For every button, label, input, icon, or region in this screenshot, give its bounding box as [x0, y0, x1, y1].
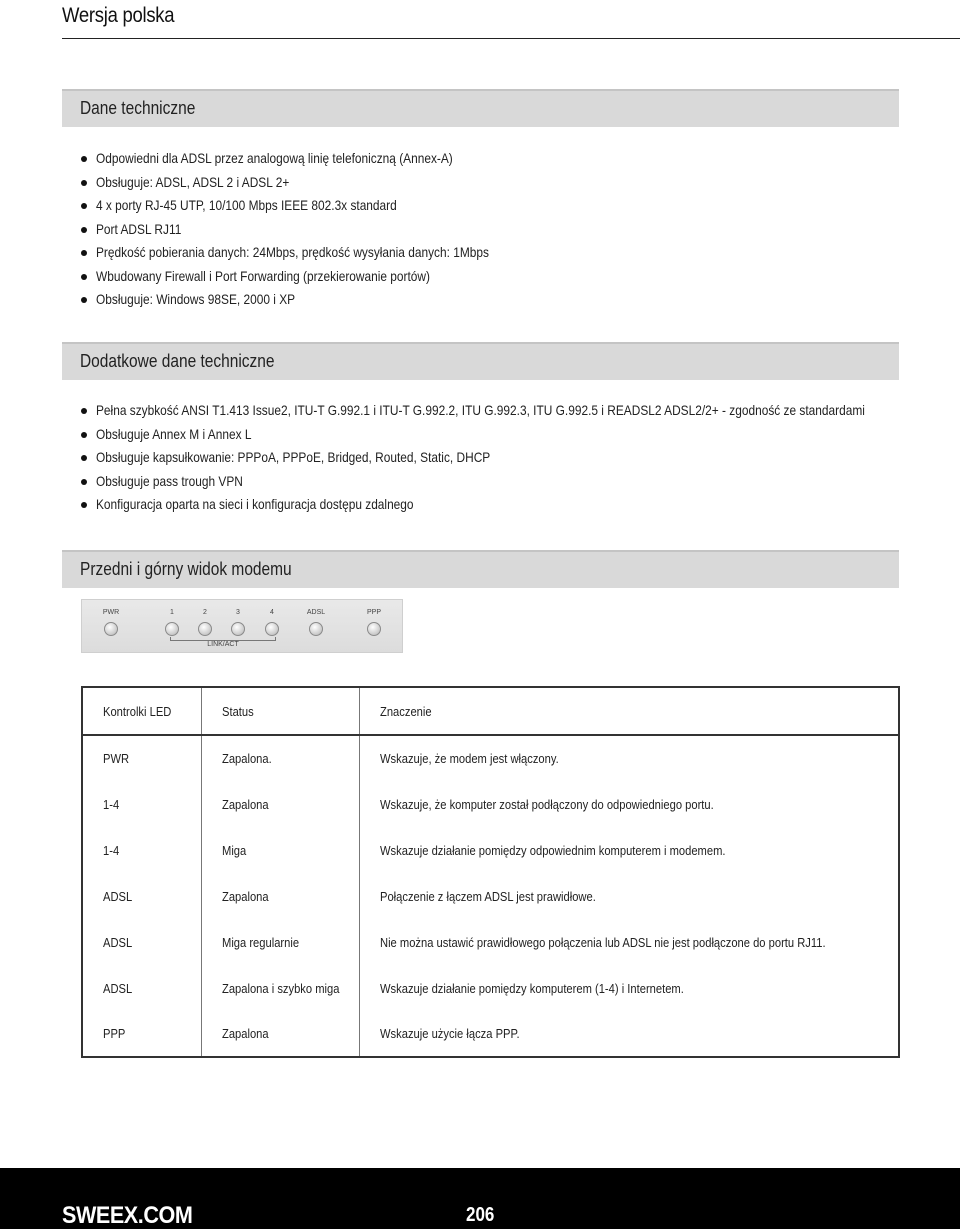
list-item: Odpowiedni dla ADSL przez analogową linię telefoniczną (Annex-A) — [78, 147, 558, 171]
port3-led-icon — [231, 622, 245, 636]
table-cell: Połączenie z łączem ADSL jest prawidłowe. — [359, 873, 899, 919]
list-item: Wbudowany Firewall i Port Forwarding (przekierowanie portów) — [78, 265, 558, 289]
table-cell: Zapalona. — [202, 735, 360, 781]
header-rule — [62, 38, 960, 39]
table-cell: ADSL — [103, 888, 133, 904]
table-cell: ADSL — [103, 934, 133, 950]
table-cell: Wskazuje, że komputer został podłączony do odpowiedniego portu. — [359, 781, 899, 827]
list-item: Prędkość pobierania danych: 24Mbps, prędkość wysyłania danych: 1Mbps — [78, 241, 558, 265]
led-label-3: 3 — [236, 609, 240, 616]
led-label-1: 1 — [170, 609, 174, 616]
list-item: Obsługuje pass trough VPN — [78, 470, 960, 494]
list-item: Obsługuje kapsułkowanie: PPPoA, PPPoE, Bridged, Routed, Static, DHCP — [78, 446, 960, 470]
table-row — [82, 965, 899, 1011]
list-item: Port ADSL RJ11 — [78, 218, 558, 242]
bullet-icon — [81, 432, 87, 438]
section-header-extra — [62, 342, 899, 380]
brand-logo: SWEEX.COM — [62, 1202, 193, 1229]
table-cell: Zapalona — [202, 873, 360, 919]
bullet-icon — [81, 227, 87, 233]
table-row — [82, 781, 899, 827]
table-cell: Miga regularnie — [202, 919, 360, 965]
bullet-icon — [81, 250, 87, 256]
section-title: Dane techniczne — [80, 98, 196, 118]
list-item: Konfiguracja oparta na sieci i konfiguracja dostępu zdalnego — [78, 493, 960, 517]
section-header-view — [62, 550, 899, 588]
column-header: Status — [202, 687, 360, 735]
table-row — [82, 873, 899, 919]
list-item: Obsługuje: ADSL, ADSL 2 i ADSL 2+ — [78, 171, 558, 195]
list-item: Obsługuje: Windows 98SE, 2000 i XP — [78, 288, 558, 312]
bullet-icon — [81, 156, 87, 162]
table-row — [82, 919, 899, 965]
bullet-icon — [81, 479, 87, 485]
column-header: Kontrolki LED — [82, 687, 202, 735]
table-cell: Zapalona — [202, 1011, 360, 1057]
port4-led-icon — [265, 622, 279, 636]
bullet-icon — [81, 297, 87, 303]
list-item: Pełna szybkość ANSI T1.413 Issue2, ITU-T G.992.1 i ITU-T G.992.2, ITU G.992.3, ITU G.992.5 i READSL2 ADSL2/2+ - zgodność ze standardami — [78, 399, 960, 423]
table-row — [82, 1011, 899, 1057]
language-title: Wersja polska — [62, 4, 175, 27]
table-cell: ADSL — [103, 980, 133, 996]
table-cell: Miga — [202, 827, 360, 873]
list-item: Obsługuje Annex M i Annex L — [78, 423, 960, 447]
table-cell: Wskazuje użycie łącza PPP. — [359, 1011, 899, 1057]
table-cell: Wskazuje działanie pomiędzy odpowiednim komputerem i modemem. — [359, 827, 899, 873]
table-cell: 1-4 — [103, 842, 120, 858]
table-cell: Zapalona — [202, 781, 360, 827]
link-act-label: LINK/ACT — [207, 641, 239, 648]
modem-front-panel — [81, 599, 403, 653]
section-header-tech — [62, 89, 899, 127]
led-label-2: 2 — [203, 609, 207, 616]
table-cell: PPP — [103, 1026, 126, 1041]
table-row — [82, 827, 899, 873]
adsl-led-icon — [309, 622, 323, 636]
table-header-row — [82, 687, 899, 735]
column-header: Znaczenie — [359, 687, 899, 735]
table-cell: Wskazuje, że modem jest włączony. — [359, 735, 899, 781]
led-label-ppp: PPP — [366, 609, 382, 616]
port1-led-icon — [165, 622, 179, 636]
section-title: Dodatkowe dane techniczne — [80, 351, 275, 371]
list-item: 4 x porty RJ-45 UTP, 10/100 Mbps IEEE 802.3x standard — [78, 194, 558, 218]
section-title: Przedni i górny widok modemu — [80, 559, 292, 579]
table-cell: PWR — [103, 751, 130, 766]
tech-spec-list — [78, 147, 558, 312]
page-number: 206 — [466, 1204, 495, 1226]
table-cell: Zapalona i szybko miga — [202, 965, 360, 1011]
pwr-led-icon — [104, 622, 118, 636]
led-label-pwr: PWR — [102, 609, 120, 616]
bullet-icon — [81, 203, 87, 209]
ppp-led-icon — [367, 622, 381, 636]
table-cell: Nie można ustawić prawidłowego połączenia lub ADSL nie jest podłączone do portu RJ11. — [359, 919, 899, 965]
bullet-icon — [81, 408, 87, 414]
bullet-icon — [81, 180, 87, 186]
port2-led-icon — [198, 622, 212, 636]
table-cell: Wskazuje działanie pomiędzy komputerem (1-4) i Internetem. — [359, 965, 899, 1011]
bullet-icon — [81, 274, 87, 280]
led-label-adsl: ADSL — [306, 609, 326, 616]
table-row — [82, 735, 899, 781]
extra-spec-list — [78, 399, 960, 517]
bullet-icon — [81, 455, 87, 461]
led-status-table — [81, 686, 900, 1058]
led-label-4: 4 — [270, 609, 274, 616]
bullet-icon — [81, 502, 87, 508]
page-footer — [0, 1168, 960, 1229]
table-cell: 1-4 — [103, 796, 120, 812]
